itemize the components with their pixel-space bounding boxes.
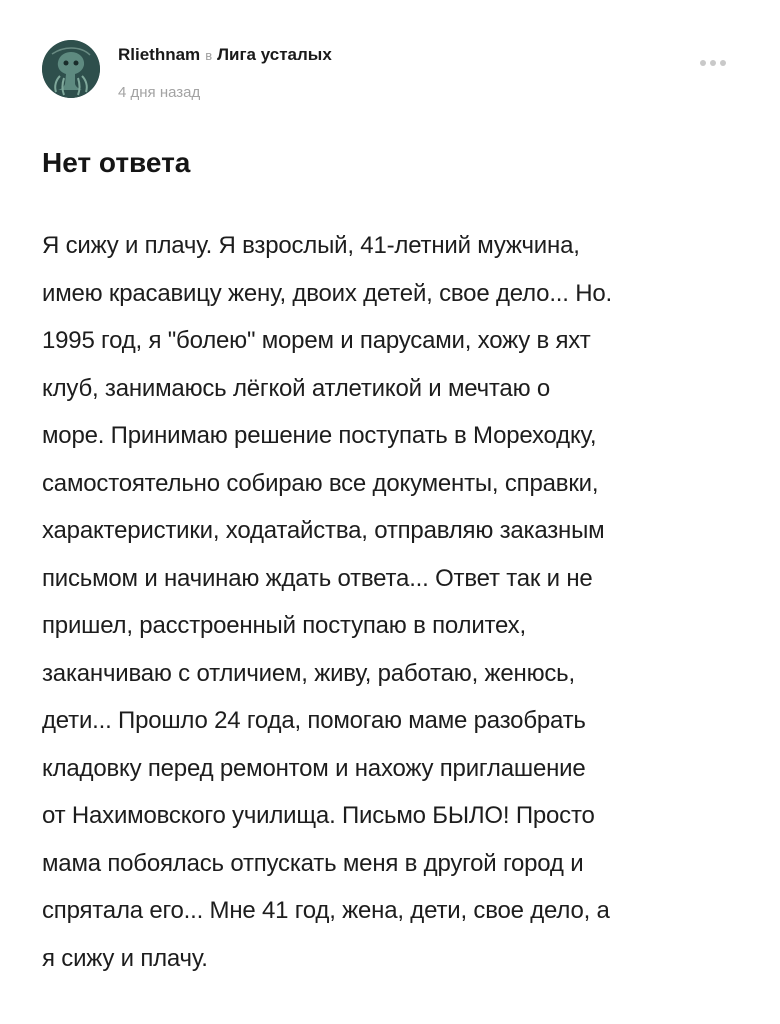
post-time: 4 дня назад [118, 84, 201, 101]
dot [720, 60, 726, 66]
post-body-line: 1995 год, я "болею" морем и парусами, хожу в яхт [42, 327, 591, 354]
dot [700, 60, 706, 66]
post-body-line: заканчиваю с отличием, живу, работаю, женюсь, [42, 659, 575, 687]
more-dots-icon[interactable] [694, 50, 732, 76]
post-header [42, 38, 742, 102]
post-body-line: дети... Прошло 24 года, помогаю маме разобрать [42, 707, 586, 734]
community-name[interactable]: Лига усталых [217, 45, 332, 64]
post-body-line: пришел, расстроенный поступаю в политех, [42, 612, 526, 639]
post-body-line: спрятала его... Мне 41 год, жена, дети, свое дело, а [42, 897, 610, 924]
avatar[interactable] [42, 40, 100, 98]
author-in-word: в [205, 48, 213, 63]
post-body-line: море. Принимаю решение поступать в Мореходку, [42, 422, 597, 449]
post-body-line: от Нахимовского училища. Письмо БЫЛО! Просто [42, 802, 595, 829]
post-body-line: самостоятельно собираю все документы, справки, [42, 469, 599, 497]
post-body-line: я сижу и плачу. [42, 944, 208, 972]
post-body-line: характеристики, ходатайства, отправляю заказным [42, 517, 605, 544]
post-body-line: Я сижу и плачу. Я взрослый, 41-летний мужчина, [42, 232, 580, 259]
avatar-image [42, 40, 100, 98]
author-line [118, 44, 332, 67]
post-body-line: имею красавицу жену, двоих детей, свое дело... Но. [42, 279, 612, 307]
dot [710, 60, 716, 66]
post-body-line: кладовку перед ремонтом и нахожу приглашение [42, 754, 586, 782]
post-body-line: клуб, занимаюсь лёгкой атлетикой и мечтаю о [42, 374, 550, 402]
post-body [42, 222, 738, 982]
author-name[interactable]: Rliethnam [118, 45, 201, 64]
post-title: Нет ответа [42, 147, 191, 178]
post-body-line: письмом и начинаю ждать ответа... Ответ так и не [42, 564, 593, 592]
post-body-line: мама побоялась отпускать меня в другой город и [42, 849, 584, 877]
